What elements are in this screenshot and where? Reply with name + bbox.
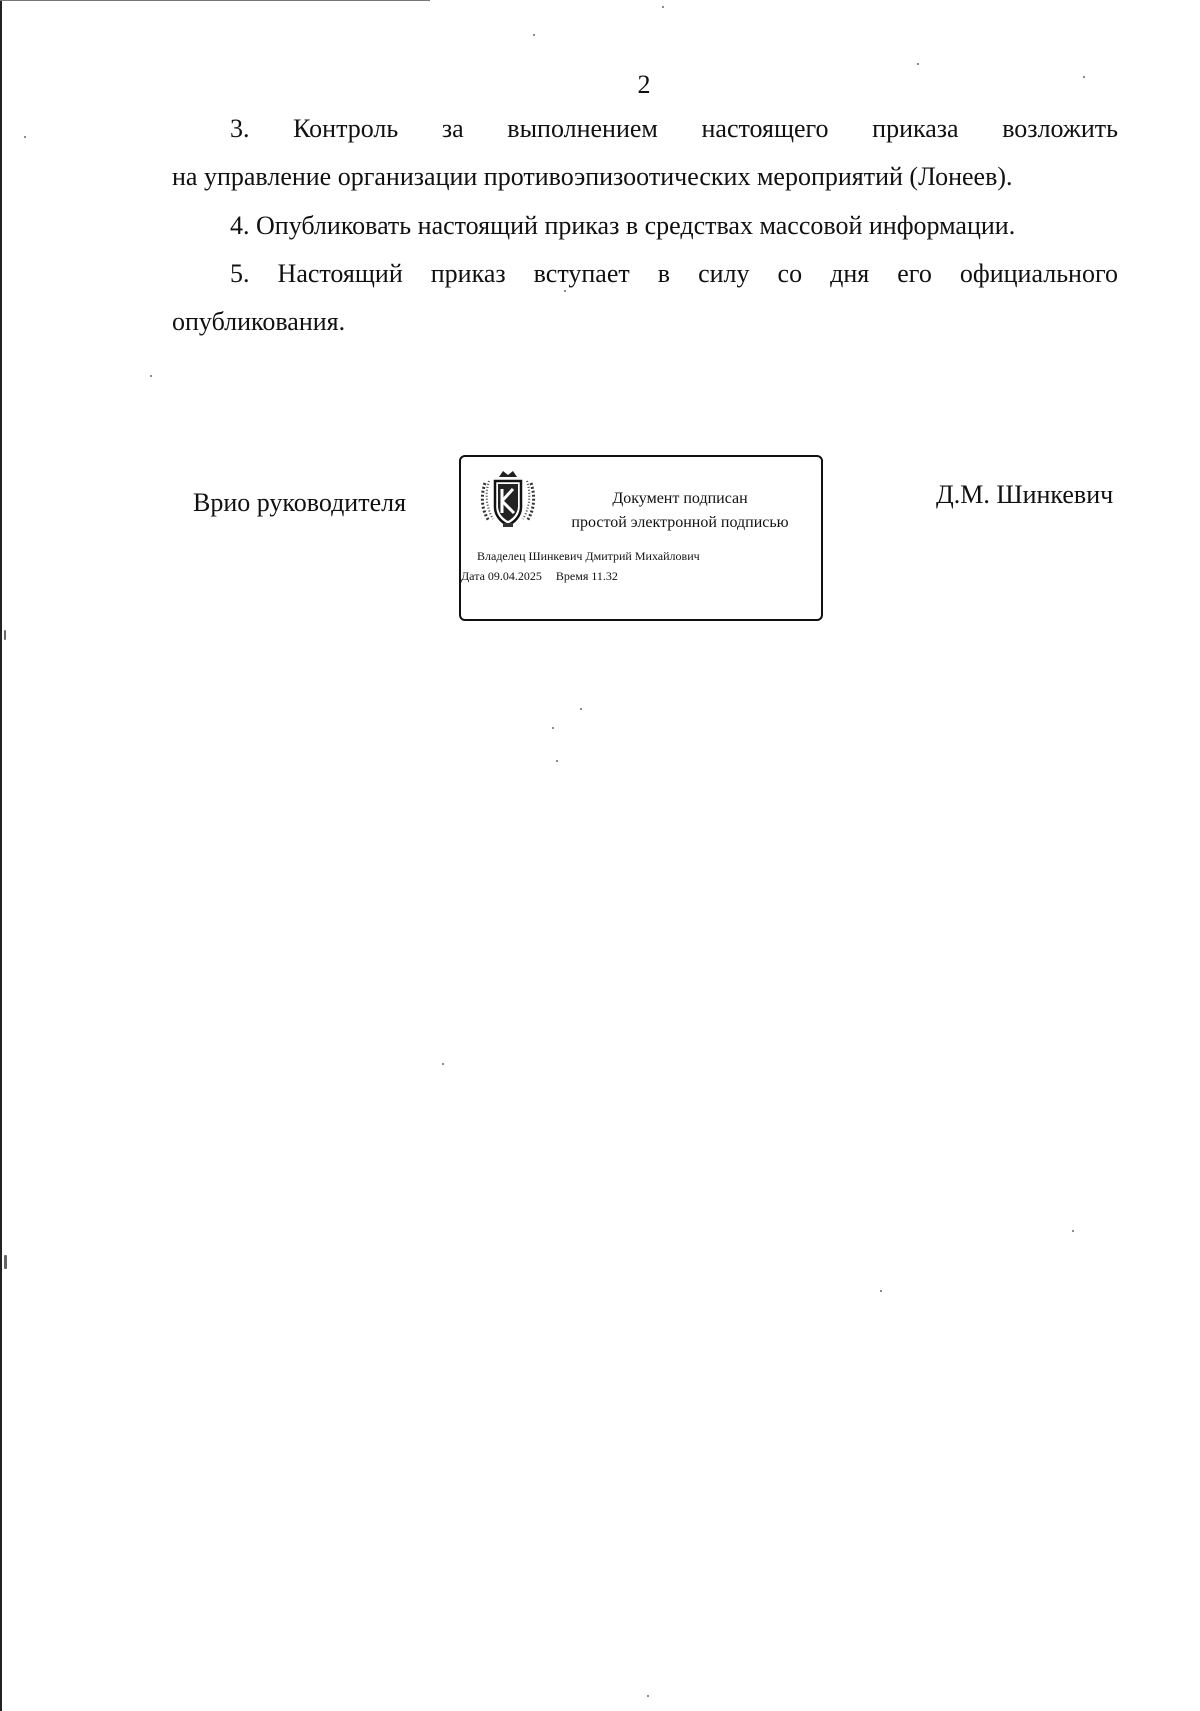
coat-of-arms-icon [479, 469, 537, 531]
signatory-title: Врио руководителя [193, 488, 407, 517]
scan-speck [1072, 1230, 1074, 1232]
electronic-signature-stamp [459, 455, 823, 621]
scan-speck [556, 760, 558, 762]
scan-speck [917, 63, 919, 65]
scan-speck [662, 6, 664, 8]
stamp-date-time [461, 569, 618, 584]
stamp-heading-line-1: Документ подписан [612, 490, 748, 507]
scan-speck [150, 375, 152, 377]
paragraph-3 [172, 105, 1118, 201]
paragraph-5-line-1: 5. Настоящий приказ вступает в силу со дня его официального [230, 259, 1118, 288]
stamp-heading [541, 487, 819, 535]
signatory-name: Д.М. Шинкевич [936, 480, 1114, 509]
scan-speck [647, 1695, 649, 1697]
paragraph-5 [172, 250, 1118, 346]
scan-speck [580, 708, 582, 710]
scan-edge-left [0, 0, 2, 1711]
stamp-time: Время 11.32 [555, 569, 618, 583]
scan-speck [880, 1290, 882, 1292]
paragraph-4 [172, 202, 1118, 250]
scan-speck [442, 1063, 444, 1065]
stamp-heading-line-2: простой электронной подписью [571, 514, 789, 531]
scan-speck [533, 34, 535, 36]
scan-speck [24, 136, 26, 138]
scan-speck [4, 1255, 7, 1269]
scan-speck [4, 630, 6, 640]
scan-speck [552, 727, 554, 729]
stamp-date: Дата 09.04.2025 [461, 569, 542, 583]
paragraph-4-text: 4. Опубликовать настоящий приказ в средствах массовой информации. [230, 211, 1016, 240]
paragraph-3-line-1: 3. Контроль за выполнением настоящего приказа возложить [230, 114, 1118, 143]
scan-edge-top [0, 0, 430, 1]
stamp-owner: Владелец Шинкевич Дмитрий Михайлович [477, 549, 700, 563]
paragraph-5-line-2: опубликования. [172, 307, 346, 336]
page-number: 2 [637, 70, 651, 99]
paragraph-3-line-2: на управление организации противоэпизоотических мероприятий (Лонеев). [172, 162, 1013, 191]
